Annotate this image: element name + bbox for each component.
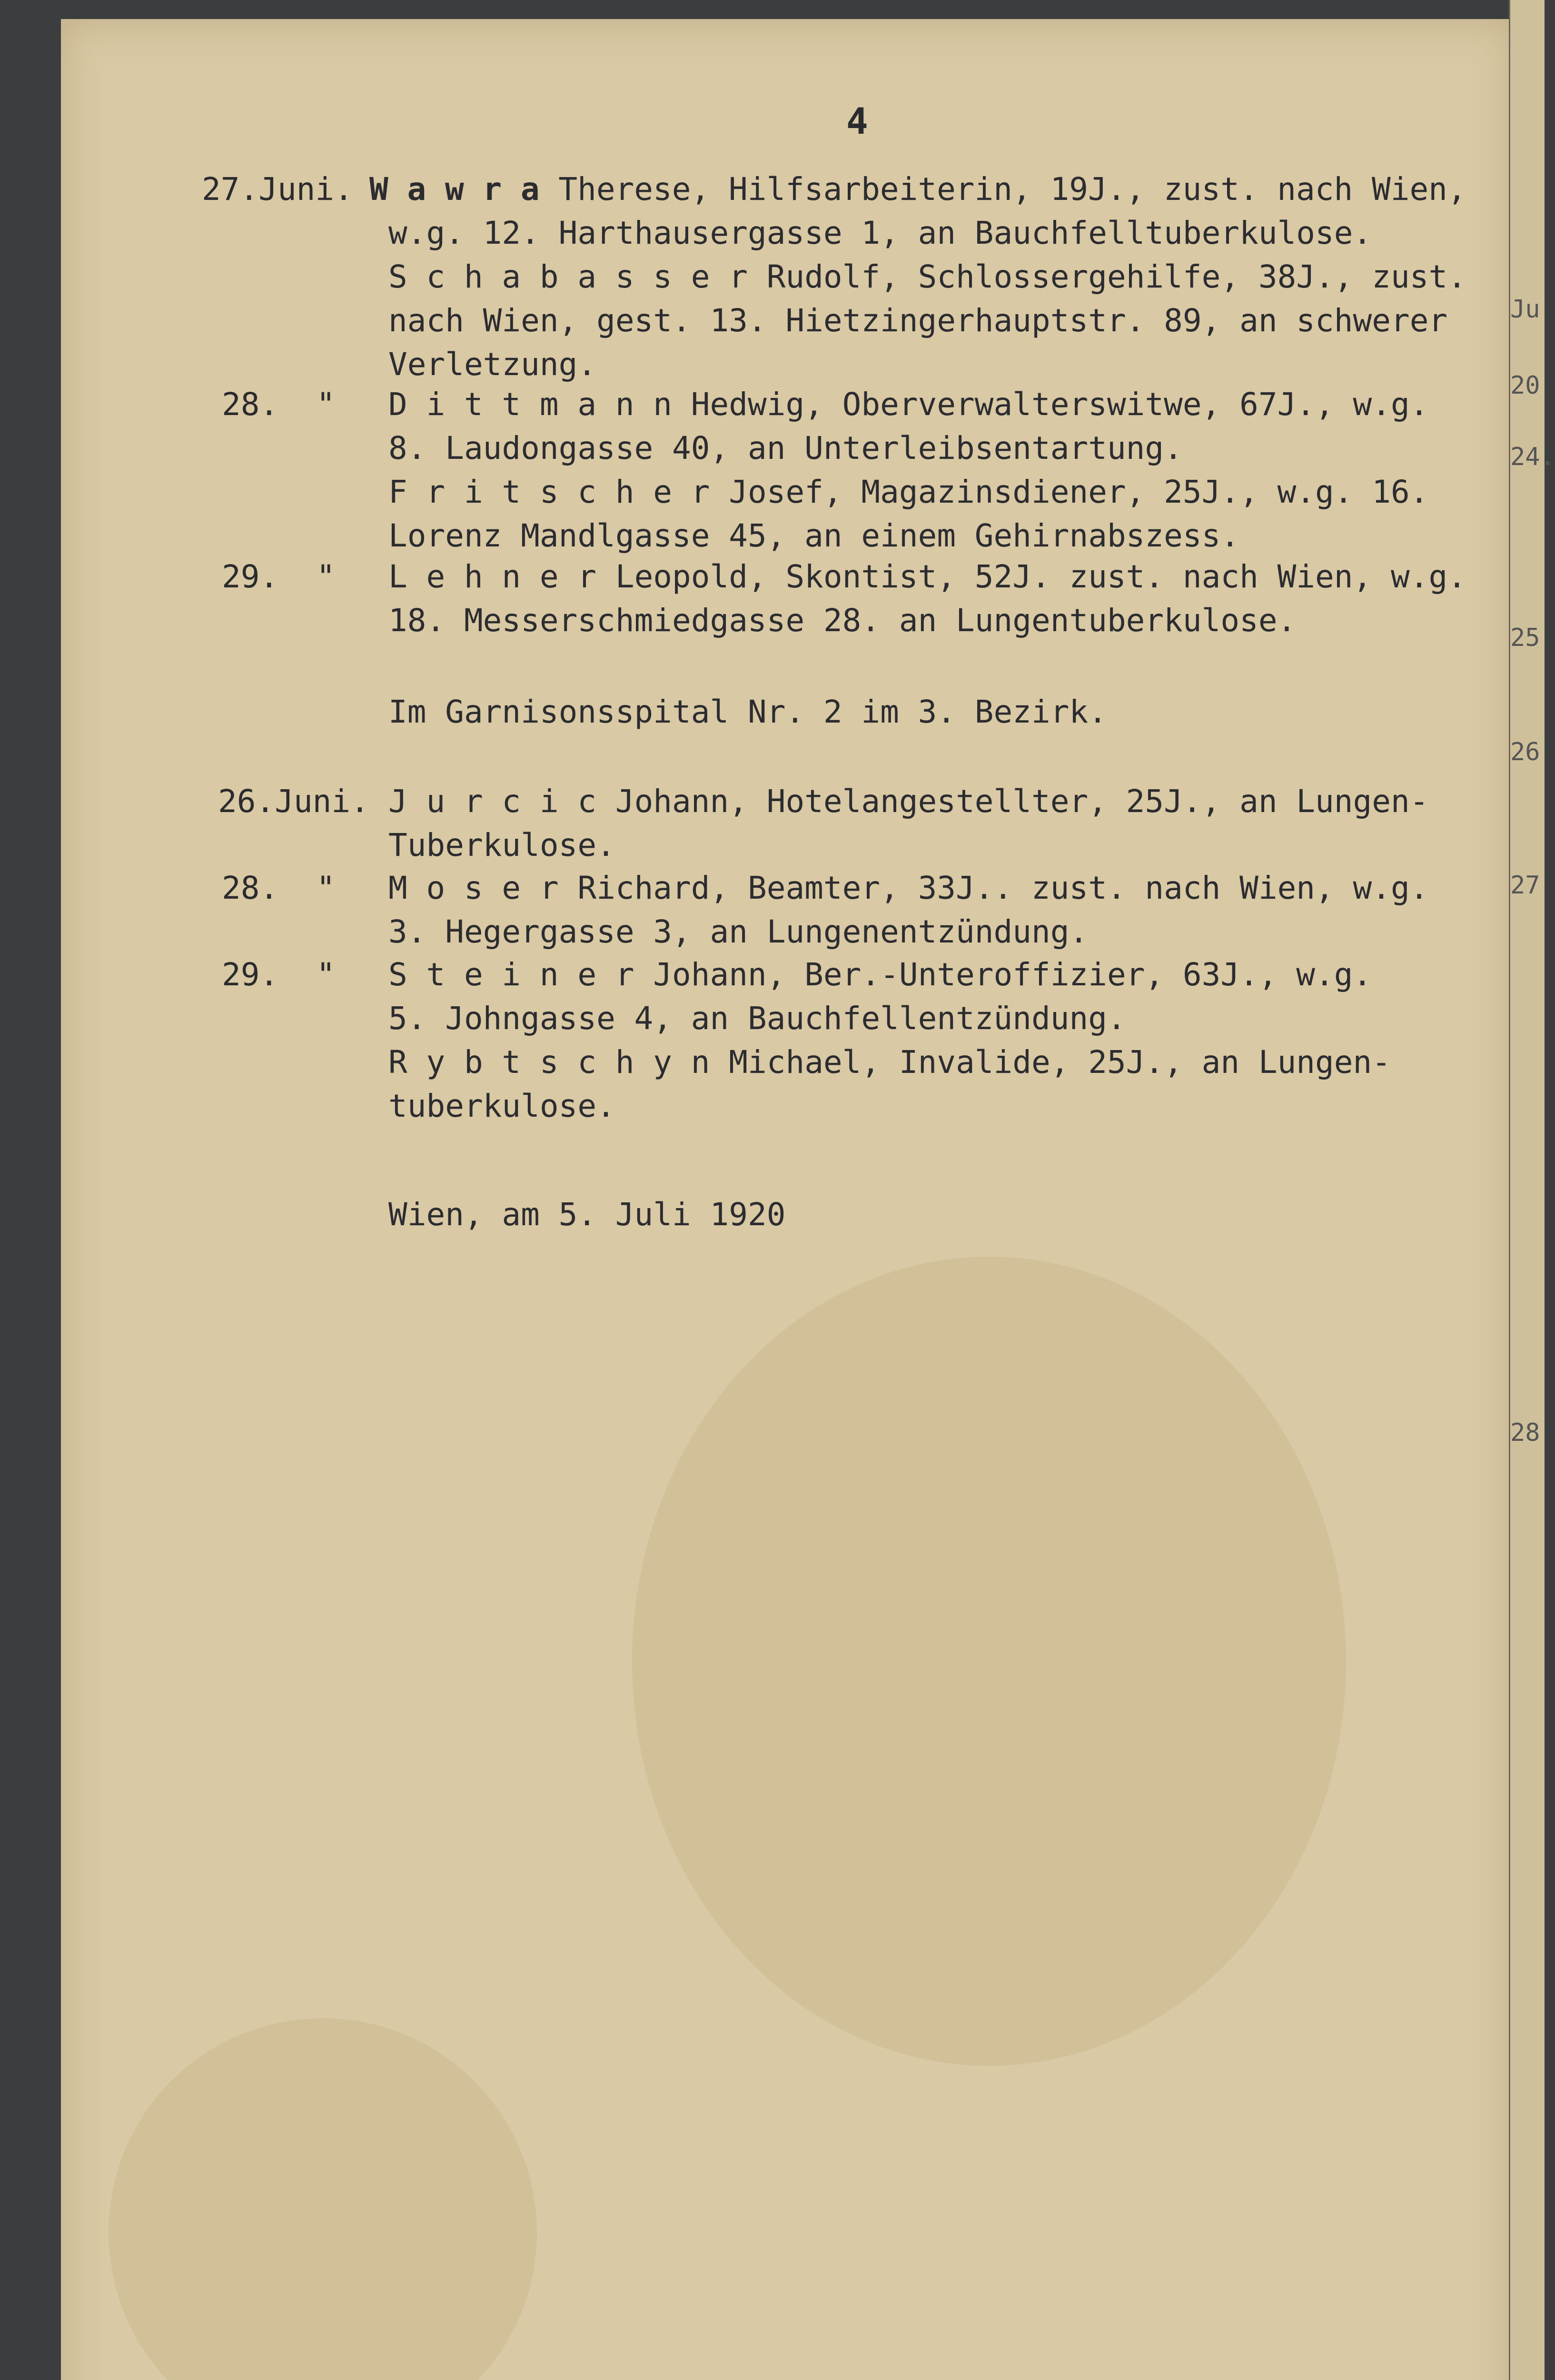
entry-line: Verletzung. [388, 346, 597, 383]
entry-surname: F r i t s c h e r [388, 474, 710, 510]
entry-details: Rudolf, Schlossergehilfe, 38J., zust. [747, 258, 1466, 295]
entry-line: w.g. 12. Harthausergasse 1, an Bauchfelltuberkulose. [388, 215, 1372, 251]
paper-stain [109, 2018, 537, 2380]
entry-line: Lorenz Mandlgasse 45, an einem Gehirnabszess. [388, 517, 1240, 554]
entry-line: tuberkulose. [388, 1088, 615, 1124]
entry-date: 26.Juni. [218, 783, 369, 820]
edge-fragment: Ju [1510, 295, 1540, 324]
entry-details: Richard, Beamter, 33J.. zust. nach Wien, w.g. [558, 870, 1429, 906]
entry-line [388, 383, 1428, 426]
entry-line: 3. Hegergasse 3, an Lungenentzündung. [388, 913, 1089, 950]
entry-details: Johann, Ber.-Unteroffizier, 63J., w.g. [634, 956, 1372, 993]
entry-surname: S t e i n e r [388, 956, 634, 993]
entry-surname: W a w r a [369, 171, 540, 208]
entry-details: Leopold, Skontist, 52J. zust. nach Wien, w.g. [596, 558, 1466, 595]
entry-line: Tuberkulose. [388, 827, 615, 863]
entry-surname: J u r c i c [388, 783, 597, 820]
entry-line [388, 470, 1428, 514]
entry-line [388, 780, 1428, 823]
entry-surname: R y b t s c h y n [388, 1044, 710, 1081]
page-number: 4 [846, 100, 868, 142]
entry-surname: M o s e r [388, 870, 559, 906]
entry-line: 18. Messerschmiedgasse 28. an Lungentuberkulose. [388, 602, 1297, 639]
entry-details: Johann, Hotelangestellter, 25J., an Lungen- [596, 783, 1429, 820]
edge-fragment: 28 [1510, 1418, 1540, 1447]
entry-details: Josef, Magazinsdiener, 25J., w.g. 16. [710, 474, 1429, 510]
entry-surname: S c h a b a s s e r [388, 258, 748, 295]
next-page-edge [1509, 0, 1555, 2380]
entry-line [369, 168, 1466, 211]
entry-line [388, 555, 1466, 599]
edge-fragment: 20 [1510, 371, 1540, 400]
edge-fragment: 25 [1510, 624, 1540, 652]
entry-line [388, 1041, 1391, 1084]
entry-date: 28. " [222, 386, 336, 423]
entry-surname: L e h n e r [388, 558, 597, 595]
entry-date: 28. " [222, 870, 336, 906]
entry-line [388, 866, 1428, 910]
paper-stain [632, 1257, 1346, 2066]
entry-date: 27.Juni. [202, 171, 353, 208]
edge-fragment: 24. [1510, 443, 1555, 471]
entry-details: Therese, Hilfsarbeiterin, 19J., zust. nach Wien, [539, 171, 1466, 208]
entry-details: Hedwig, Oberverwalterswitwe, 67J., w.g. [672, 386, 1429, 423]
edge-fragment: 27 [1510, 871, 1540, 900]
entry-line: 8. Laudongasse 40, an Unterleibsentartung. [388, 430, 1183, 466]
entry-line: 5. Johngasse 4, an Bauchfellentzündung. [388, 1000, 1126, 1037]
section-heading: Im Garnisonsspital Nr. 2 im 3. Bezirk. [388, 694, 1107, 730]
entry-date: 29. " [222, 956, 336, 993]
closing-date: Wien, am 5. Juli 1920 [388, 1196, 786, 1233]
entry-date: 29. " [222, 558, 336, 595]
document-page [61, 19, 1514, 2380]
entry-line: nach Wien, gest. 13. Hietzingerhauptstr. 89, an schwerer [388, 302, 1448, 339]
entry-surname: D i t t m a n n [388, 386, 673, 423]
entry-line [388, 953, 1372, 997]
entry-details: Michael, Invalide, 25J., an Lungen- [710, 1044, 1391, 1081]
entry-line [388, 255, 1466, 299]
edge-fragment: 26 [1510, 738, 1540, 766]
